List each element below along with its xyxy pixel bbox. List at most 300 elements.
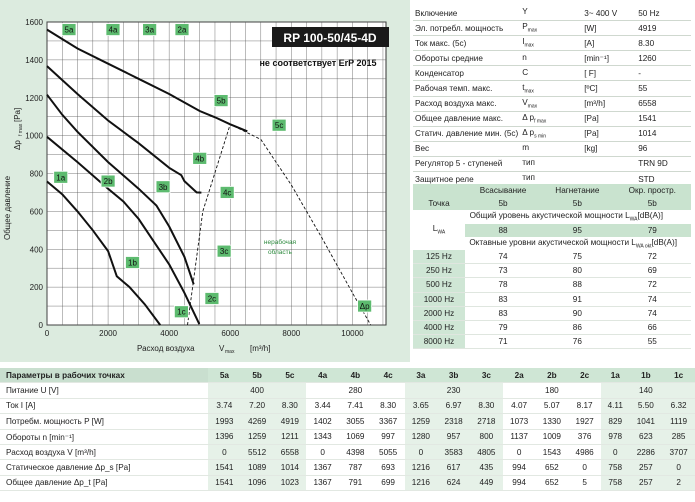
points-cell: 180 [536,383,569,398]
spec-symbol [520,6,582,21]
y-axis-title: Общее давление [3,175,12,240]
point-label-text: 3c [219,247,229,257]
spec-value: 8.30 [638,38,655,48]
band-value: 74 [614,292,691,306]
points-cell: 3.74 [208,398,241,413]
points-cell: 285 [662,429,695,444]
points-row-label: Общее давление Δp_t [Pa] [0,475,208,490]
x-axis-title: Расход воздуха [137,344,195,353]
points-cell: 1993 [208,414,241,429]
spec-symbol-main: тип [522,158,535,168]
spec-name: Ток макс. (5c) [415,38,467,48]
spec-symbol-main: Δ p [522,127,535,137]
points-cell: 5512 [241,444,274,459]
band-frequency: 1000 Hz [413,292,465,306]
point-label-text: 2b [103,177,113,187]
points-cell: 1014 [274,460,307,475]
acoustic-band-row [413,250,691,264]
points-cell: 3055 [339,414,372,429]
band-value: 90 [541,306,614,320]
acoustic-overall-title-row [413,210,691,223]
points-cell: 7.41 [339,398,372,413]
points-cell: 624 [437,475,470,490]
spec-row [413,6,691,21]
y-tick-label: 1600 [25,18,43,27]
points-cell: 2 [662,475,695,490]
point-label-text: 3b [158,182,168,192]
acoustic-overall-value: 88 [465,224,541,237]
y-axis-label [3,108,24,240]
spec-symbol [520,36,582,51]
points-cell: 1119 [662,414,695,429]
spec-unit: [W] [584,23,597,33]
points-cell: 0 [568,460,601,475]
band-value: 76 [541,335,614,349]
points-col-head: 3b [437,368,470,383]
points-cell: 435 [470,460,503,475]
points-col-head: 2b [536,368,569,383]
spec-value: 1541 [638,114,657,124]
spec-row [413,96,691,111]
points-cell: 4269 [241,414,274,429]
spec-unit: 3~ 400 V [584,8,618,18]
spec-symbol-sub: s min [534,133,547,140]
points-cell: 2318 [437,414,470,429]
points-cell: 1137 [503,429,536,444]
y-tick-label: 1200 [25,93,43,103]
points-cell: 0 [662,460,695,475]
spec-unit: [kg] [584,144,598,154]
points-cell: 140 [629,383,662,398]
x-axis-symbol-sub: max [225,349,235,355]
points-cell: 8.30 [470,398,503,413]
spec-row [413,141,691,156]
points-cell: 5.07 [536,398,569,413]
spec-symbol-main: Y [522,7,528,17]
points-cell: 2286 [629,444,662,459]
points-cell: 1541 [208,460,241,475]
y-tick-label: 800 [29,169,43,179]
spec-row [413,156,691,171]
y-tick-label: 1000 [25,131,43,141]
band-value: 80 [541,264,614,278]
point-label-text: 1c [177,307,186,317]
points-cell: 4398 [339,444,372,459]
points-cell: 6.97 [437,398,470,413]
spec-unit: [Pa] [584,129,599,139]
points-cell: 1211 [274,429,307,444]
band-frequency: 2000 Hz [413,306,465,320]
points-cell: 1927 [568,414,601,429]
non-working-label-1: нерабочая [263,239,297,246]
points-cell: 758 [601,475,629,490]
spec-unit: [ F] [584,68,597,78]
point-label-text: 2a [177,25,187,35]
acoustic-point-cell: 5b [465,197,541,210]
acoustic-overall-title [413,210,691,223]
points-row-label: Расход воздуха V [m³/h] [0,444,208,459]
overall-row-label-sub: WA [437,229,446,236]
points-cell: 0 [503,444,536,459]
band-value: 71 [465,335,541,349]
spec-value: STD [638,174,655,184]
points-cell: 0 [601,444,629,459]
points-cell [662,383,695,398]
points-col-head: 3c [470,368,503,383]
x-axis-unit: [m³/h] [250,344,271,353]
points-row-label: Ток I [A] [0,398,208,413]
spec-name: Расход воздуха макс. [415,99,497,109]
spec-name: Вес [415,144,430,154]
points-row [0,460,695,475]
acoustic-overall-row [413,224,691,237]
overall-title-unit: [dB(A)] [637,211,663,221]
points-row [0,383,695,398]
operating-points-table [0,368,695,491]
band-frequency: 125 Hz [413,250,465,264]
x-tick-label: 2000 [99,329,117,338]
points-cell: 623 [629,429,662,444]
points-cell [568,383,601,398]
spec-table [413,6,691,187]
spec-symbol-main: t [522,82,525,92]
points-cell [405,383,438,398]
band-value: 83 [465,306,541,320]
points-row [0,414,695,429]
spec-row [413,111,691,126]
band-value: 66 [614,320,691,334]
points-cell: 1343 [306,429,339,444]
spec-symbol-sub: max [527,27,538,34]
x-tick-label: 10000 [341,329,364,338]
spec-symbol [520,66,582,81]
spec-value: - [638,68,641,78]
spec-name: Общее давление макс. [415,114,504,124]
fan-curve-chart [0,0,410,362]
points-cell [306,383,339,398]
points-cell [503,383,536,398]
spec-name: Статич. давление мин. (5c) [415,129,519,139]
acoustic-table [413,184,691,349]
spec-symbol-main: C [522,67,529,77]
spec-symbol [520,126,582,141]
band-value: 86 [541,320,614,334]
points-cell [601,383,629,398]
x-axis-symbol: V [219,344,225,353]
spec-symbol-main: m [522,143,530,153]
points-cell: 1367 [306,475,339,490]
y-tick-label: 200 [29,283,43,293]
points-cell [372,383,405,398]
points-cell: 5 [568,475,601,490]
points-row [0,429,695,444]
chart-title: RP 100-50/45-4D [283,31,377,45]
acoustic-head-cell: Окр. простр. [614,184,691,197]
points-cell: 617 [437,460,470,475]
points-cell: 6.32 [662,398,695,413]
points-cell: 652 [536,475,569,490]
band-value: 91 [541,292,614,306]
point-label-text: 5b [216,96,226,106]
acoustic-point-row [413,197,691,210]
spec-row [413,36,691,51]
band-value: 79 [465,320,541,334]
y-axis-unit: [Pa] [13,107,22,122]
points-cell: 0 [208,444,241,459]
points-row [0,398,695,413]
acoustic-point-cell: Точка [413,197,465,210]
spec-symbol [520,51,582,66]
spec-name: Рабочая темп. макс. [415,84,493,94]
points-cell: 1041 [629,414,662,429]
points-col-head: 4b [339,368,372,383]
point-label-text: 4b [195,154,205,164]
spec-symbol-sub: f max [534,118,547,125]
points-cell: 1259 [405,414,438,429]
points-col-head: 5b [241,368,274,383]
points-cell [274,383,307,398]
points-cell [208,383,241,398]
y-axis-symbol: Δp [13,140,22,150]
points-col-head: 4a [306,368,339,383]
points-col-head: 2a [503,368,536,383]
spec-row [413,21,691,36]
points-cell: 1330 [536,414,569,429]
spec-value: 4919 [638,23,657,33]
spec-row [413,81,691,96]
overall-row-label [413,224,465,237]
band-frequency: 250 Hz [413,264,465,278]
points-cell: 230 [437,383,470,398]
acoustic-overall-value: 79 [614,224,691,237]
point-label-text: Δp [359,302,370,312]
points-cell: 4986 [568,444,601,459]
spec-symbol-sub: max [524,88,534,95]
points-cell: 1096 [241,475,274,490]
acoustic-point-cell: 5b [541,197,614,210]
spec-row [413,126,691,141]
spec-value: 55 [638,84,648,94]
points-cell: 994 [503,475,536,490]
points-cell: 1089 [241,460,274,475]
band-value: 55 [614,335,691,349]
point-label-text: 1a [56,173,66,183]
points-cell: 699 [372,475,405,490]
acoustic-band-row [413,292,691,306]
acoustic-head-cell: Нагнетание [541,184,614,197]
points-cell: 8.30 [274,398,307,413]
spec-row [413,66,691,81]
spec-unit: [ºC] [584,84,598,94]
points-cell: 693 [372,460,405,475]
points-row-label: Потребм. мощность P [W] [0,414,208,429]
point-label-text: 2c [207,294,217,304]
y-tick-label: 1400 [25,55,43,65]
points-cell: 787 [339,460,372,475]
acoustic-band-row [413,335,691,349]
points-cell: 6558 [274,444,307,459]
spec-value: 96 [638,144,648,154]
spec-symbol-sub: max [527,103,538,110]
point-label-text: 5a [64,25,74,35]
spec-symbol [520,96,582,111]
band-value: 74 [614,306,691,320]
x-tick-label: 0 [44,329,50,338]
y-tick-label: 600 [29,207,43,217]
points-cell: 1367 [306,460,339,475]
points-cell: 791 [339,475,372,490]
points-cell: 994 [503,460,536,475]
spec-name: Включение [415,8,458,18]
band-frequency: 8000 Hz [413,335,465,349]
band-value: 88 [541,278,614,292]
points-col-head: 4c [372,368,405,383]
acoustic-band-row [413,306,691,320]
points-cell: 2718 [470,414,503,429]
spec-symbol [520,21,582,36]
points-cell: 257 [629,475,662,490]
band-value: 72 [614,250,691,264]
spec-unit [582,156,636,171]
acoustic-point-cell: 5b [614,197,691,210]
spec-symbol [520,81,582,96]
points-col-head: 5c [274,368,307,383]
points-cell [470,383,503,398]
points-cell: 7.20 [241,398,274,413]
points-cell: 1216 [405,460,438,475]
spec-symbol [520,141,582,156]
spec-unit: [min⁻¹] [584,54,609,64]
acoustic-band-row [413,264,691,278]
x-tick-label: 4000 [160,329,179,338]
spec-symbol-main: V [522,97,528,107]
points-cell: 4.07 [503,398,536,413]
spec-symbol [520,156,582,171]
x-tick-label: 6000 [221,329,240,338]
band-value: 73 [465,264,541,278]
spec-name: Защитное реле [415,174,474,184]
spec-symbol-main: I [522,37,525,47]
point-label-text: 5c [274,121,284,131]
points-cell: 400 [241,383,274,398]
octave-title-text: Октавные уровни акустической мощности L [469,237,636,247]
points-col-head: 1b [629,368,662,383]
points-cell: 4919 [274,414,307,429]
points-cell: 280 [339,383,372,398]
points-cell: 5055 [372,444,405,459]
points-col-head: 3a [405,368,438,383]
spec-value: TRN 9D [638,159,668,169]
point-label-text: 4a [108,25,118,35]
points-cell: 1543 [536,444,569,459]
spec-name: Эл. потребл. мощность [415,23,504,33]
points-cell: 758 [601,460,629,475]
spec-symbol-main: тип [522,173,535,183]
points-cell: 3707 [662,444,695,459]
points-cell: 4.11 [601,398,629,413]
acoustic-head-cell: Всасывание [465,184,541,197]
non-working-label-2: область [267,249,293,256]
point-label-text: 1b [128,258,137,268]
spec-symbol-main: Δ p [522,112,535,122]
y-tick-label: 400 [29,245,43,255]
points-cell: 1396 [208,429,241,444]
points-cell: 449 [470,475,503,490]
points-cell: 0 [405,444,438,459]
octave-title-unit: [dB(A)] [651,237,677,247]
spec-symbol [520,111,582,126]
points-cell: 652 [536,460,569,475]
spec-unit: [A] [584,38,595,48]
points-cell: 3583 [437,444,470,459]
overall-row-label-main: L [432,224,438,234]
spec-unit: [Pa] [584,114,599,124]
points-cell: 376 [568,429,601,444]
points-cell: 829 [601,414,629,429]
points-title: Параметры в рабочих точках [0,368,208,383]
points-head-row [0,368,695,383]
points-cell: 8.30 [372,398,405,413]
overall-title-text: Общий уровень акустической мощности L [469,211,630,221]
x-axis-label [137,344,270,355]
band-value: 69 [614,264,691,278]
band-value: 78 [465,278,541,292]
acoustic-octave-title [413,237,691,250]
x-tick-label: 8000 [282,329,301,338]
y-axis-symbol-sub: f max [18,123,24,136]
spec-value: 6558 [638,99,657,109]
band-frequency: 4000 Hz [413,320,465,334]
octave-title-sub: WA okt [635,243,652,250]
spec-value: 1014 [638,129,657,139]
spec-unit: [m³/h] [584,99,606,109]
points-col-head: 5a [208,368,241,383]
band-value: 72 [614,278,691,292]
point-label-text: 4c [222,188,232,198]
points-col-head: 2c [568,368,601,383]
spec-name: Обороты средние [415,53,483,63]
overall-title-sub: WA [629,216,638,223]
spec-name: Конденсатор [415,68,464,78]
points-cell: 5.50 [629,398,662,413]
points-row-label: Питание U [V] [0,383,208,398]
spec-name: Регулятор 5 - ступеней [415,159,503,169]
points-cell: 8.17 [568,398,601,413]
spec-symbol-sub: max [524,43,534,50]
acoustic-head-row [413,184,691,197]
chart-panel [0,0,410,362]
acoustic-head-cell [413,184,465,197]
acoustic-overall-value: 95 [541,224,614,237]
spec-value: 50 Hz [638,8,660,18]
points-cell: 800 [470,429,503,444]
acoustic-band-row [413,320,691,334]
points-cell: 1216 [405,475,438,490]
points-cell: 3.65 [405,398,438,413]
points-row-label: Обороты n [min⁻¹] [0,429,208,444]
points-cell: 1259 [241,429,274,444]
points-cell: 257 [629,460,662,475]
spec-symbol-main: n [522,52,527,62]
band-value: 83 [465,292,541,306]
points-cell: 4805 [470,444,503,459]
acoustic-band-row [413,278,691,292]
points-row-label: Статическое давление Δp_s [Pa] [0,460,208,475]
points-cell: 978 [601,429,629,444]
points-col-head: 1a [601,368,629,383]
points-row [0,444,695,459]
points-cell: 1009 [536,429,569,444]
